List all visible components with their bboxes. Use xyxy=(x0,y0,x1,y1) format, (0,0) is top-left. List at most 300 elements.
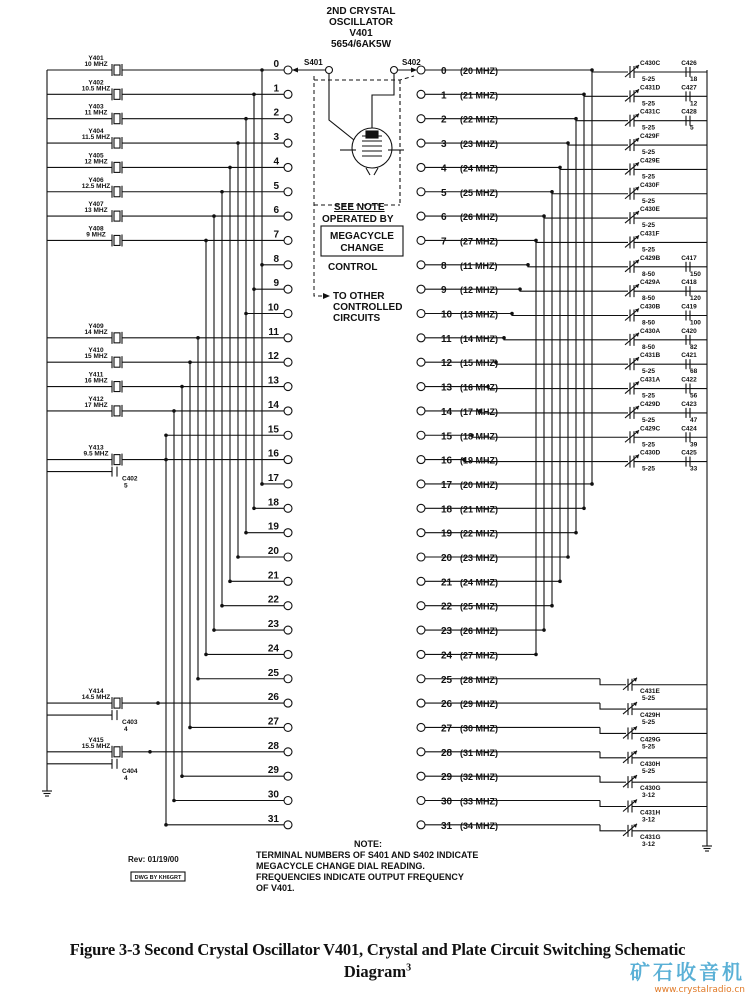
trimmer-name: C430A xyxy=(640,327,661,335)
junction-dot xyxy=(212,628,216,632)
switch-s402-label: S402 xyxy=(402,58,421,67)
right-terminal xyxy=(417,723,425,731)
note-line: FREQUENCIES INDICATE OUTPUT FREQUENCY xyxy=(256,872,464,882)
right-terminal xyxy=(417,626,425,634)
right-terminal xyxy=(417,163,425,171)
right-terminal xyxy=(417,188,425,196)
left-terminal-number: 7 xyxy=(273,229,279,241)
trimmer-lead xyxy=(600,679,626,685)
crystal-body xyxy=(114,235,120,245)
trimmer-lead xyxy=(496,362,628,364)
padder-value: 82 xyxy=(690,343,698,351)
trimmer-lead xyxy=(488,387,628,389)
right-terminal-freq: (19 MHZ) xyxy=(460,455,498,466)
right-terminal-number: 29 xyxy=(441,772,453,784)
padder-value: 33 xyxy=(690,465,698,473)
junction-dot xyxy=(510,312,514,316)
crystal-name: Y401 xyxy=(88,55,104,62)
right-terminal-number: 27 xyxy=(441,723,453,735)
left-terminal-number: 22 xyxy=(267,594,279,606)
s402-pivot xyxy=(391,67,398,74)
trimmer-name: C431F xyxy=(640,230,660,238)
right-terminal-freq: (11 MHZ) xyxy=(460,260,498,271)
right-terminal xyxy=(417,504,425,512)
junction-dot xyxy=(252,287,256,291)
left-terminal xyxy=(284,431,292,439)
left-terminal-number: 24 xyxy=(267,643,279,655)
left-terminal-number: 17 xyxy=(267,472,279,484)
junction-dot xyxy=(148,750,152,754)
junction-dot xyxy=(204,239,208,243)
crystal-freq: 14.5 MHZ xyxy=(81,694,111,702)
watermark-title: 矿石收音机 xyxy=(630,960,745,984)
crystal-freq: 9.5 MHZ xyxy=(83,450,109,458)
left-terminal xyxy=(284,650,292,658)
trimmer-lead xyxy=(600,727,626,733)
header-line: V401 xyxy=(349,28,373,39)
right-terminal-freq: (34 MHZ) xyxy=(460,820,498,831)
crystal-name: Y408 xyxy=(88,225,104,233)
right-terminal-number: 22 xyxy=(441,601,453,613)
right-terminal-number: 12 xyxy=(441,358,453,370)
left-terminal xyxy=(284,407,292,415)
left-terminal-number: 30 xyxy=(267,789,279,801)
linkage-arrow xyxy=(323,293,330,299)
right-terminal xyxy=(417,529,425,537)
right-terminal-number: 31 xyxy=(441,820,453,832)
left-terminal-number: 20 xyxy=(267,546,279,557)
padder-value: 68 xyxy=(690,368,698,376)
crystal-cap-value: 4 xyxy=(124,726,128,734)
junction-dot xyxy=(260,68,264,72)
right-terminal-freq: (25 MHZ) xyxy=(460,187,498,198)
right-terminal-freq: (17 MHZ) xyxy=(460,406,498,417)
left-terminal-number: 10 xyxy=(267,302,279,314)
trimmer-range: 5-25 xyxy=(642,392,656,400)
trimmer-range: 5-25 xyxy=(642,465,656,473)
left-terminal xyxy=(284,529,292,537)
right-terminal xyxy=(417,602,425,610)
note-line: TERMINAL NUMBERS OF S401 AND S402 INDICATE xyxy=(256,850,479,860)
left-terminal xyxy=(284,66,292,74)
junction-dot xyxy=(228,166,232,170)
left-terminal-number: 5 xyxy=(273,180,279,192)
trimmer-range: 5-25 xyxy=(642,719,656,727)
control-label: CONTROL xyxy=(328,262,378,273)
junction-dot xyxy=(252,507,256,511)
padder-value: 47 xyxy=(690,416,698,424)
right-terminal xyxy=(417,577,425,585)
padder-name: C420 xyxy=(681,327,697,335)
trimmer-name: C431H xyxy=(640,809,661,817)
drawing-credit: DWG BY KH6GRT xyxy=(134,875,182,881)
right-terminal-freq: (27 MHZ) xyxy=(460,650,498,661)
left-terminal xyxy=(284,748,292,756)
trimmer-range: 5-25 xyxy=(642,76,656,83)
trimmer-lead xyxy=(600,752,626,758)
change-label: CHANGE xyxy=(340,243,384,254)
trimmer-lead xyxy=(536,240,628,242)
right-terminal-freq: (25 MHZ) xyxy=(460,601,498,612)
padder-value: 5 xyxy=(690,124,694,132)
crystal-freq: 14 MHZ xyxy=(84,328,108,336)
right-terminal-number: 17 xyxy=(441,479,453,491)
junction-dot xyxy=(244,117,248,121)
right-terminal xyxy=(417,821,425,829)
crystal-cap-value: 4 xyxy=(124,774,128,782)
right-terminal-number: 19 xyxy=(441,528,453,540)
junction-dot xyxy=(196,336,200,340)
trimmer-lead xyxy=(600,703,626,709)
right-terminal-freq: (15 MHZ) xyxy=(460,358,498,369)
right-terminal-number: 10 xyxy=(441,309,453,321)
crystal-name: Y415 xyxy=(88,736,104,744)
crystal-cap-name: C404 xyxy=(122,767,138,775)
left-terminal-number: 4 xyxy=(273,156,279,168)
crystal-freq: 12 MHZ xyxy=(84,158,108,166)
crystal-name: Y412 xyxy=(88,395,104,403)
right-terminal-number: 14 xyxy=(441,406,453,418)
right-terminal xyxy=(417,66,425,74)
padder-value: 56 xyxy=(690,392,698,400)
padder-name: C422 xyxy=(681,376,697,384)
megacycle-label: MEGACYCLE xyxy=(330,231,394,242)
left-terminal xyxy=(284,821,292,829)
right-terminal xyxy=(417,480,425,488)
trimmer-name: C429D xyxy=(640,400,661,408)
right-terminal-freq: (28 MHZ) xyxy=(460,674,498,685)
padder-name: C423 xyxy=(681,400,697,408)
right-terminal-number: 6 xyxy=(441,212,447,224)
crystal-body xyxy=(114,211,120,221)
trimmer-range: 5-25 xyxy=(642,246,656,254)
s402-arrow xyxy=(411,68,417,73)
right-terminal-freq: (16 MHZ) xyxy=(460,382,498,393)
left-terminal xyxy=(284,163,292,171)
left-terminal-number: 23 xyxy=(267,619,279,631)
right-terminal-freq: (20 MHZ) xyxy=(460,479,498,490)
junction-dot xyxy=(566,141,570,145)
crystal-body xyxy=(114,357,120,367)
right-terminal-number: 23 xyxy=(441,626,453,638)
trimmer-range: 5-25 xyxy=(642,100,656,108)
right-terminal-number: 2 xyxy=(441,114,447,126)
junction-dot xyxy=(252,93,256,97)
left-terminal-number: 29 xyxy=(267,765,279,777)
left-terminal xyxy=(284,383,292,391)
right-terminal-number: 0 xyxy=(441,66,447,77)
trimmer-name: C430D xyxy=(640,449,661,457)
left-terminal-number: 28 xyxy=(267,740,279,752)
right-terminal xyxy=(417,261,425,269)
left-terminal xyxy=(284,188,292,196)
junction-dot xyxy=(550,190,554,194)
right-terminal-number: 5 xyxy=(441,187,447,199)
left-terminal-number: 26 xyxy=(267,692,279,704)
trimmer-range: 5-25 xyxy=(642,441,656,449)
trimmer-lead xyxy=(512,314,628,316)
junction-dot xyxy=(228,580,232,584)
junction-dot xyxy=(156,701,160,705)
right-terminal xyxy=(417,650,425,658)
crystal-name: Y407 xyxy=(88,201,104,209)
right-terminal-freq: (20 MHZ) xyxy=(460,66,498,76)
crystal-body xyxy=(114,114,120,124)
crystal-name: Y413 xyxy=(88,444,104,452)
right-terminal xyxy=(417,358,425,366)
trimmer-range: 5-25 xyxy=(642,368,656,376)
trimmer-name: C431E xyxy=(640,687,660,695)
trimmer-name: C429F xyxy=(640,133,660,141)
right-terminal xyxy=(417,139,425,147)
padder-value: 18 xyxy=(690,76,698,83)
trimmer-range: 8-50 xyxy=(642,295,656,303)
junction-dot xyxy=(244,531,248,535)
junction-dot xyxy=(220,190,224,194)
left-terminal-number: 1 xyxy=(273,83,279,95)
trimmer-name: C429G xyxy=(640,736,661,744)
junction-dot xyxy=(558,166,562,170)
right-terminal-number: 25 xyxy=(441,674,453,686)
right-terminal-freq: (26 MHZ) xyxy=(460,626,498,637)
junction-dot xyxy=(212,214,216,218)
crystal-body xyxy=(114,187,120,197)
trimmer-lead xyxy=(600,801,626,807)
junction-dot xyxy=(196,677,200,681)
tube-heater xyxy=(366,168,370,175)
trimmer-range: 3-12 xyxy=(642,840,656,848)
right-terminal-freq: (22 MHZ) xyxy=(460,528,498,539)
junction-dot xyxy=(204,653,208,657)
padder-value: 100 xyxy=(690,319,701,327)
left-terminal-number: 11 xyxy=(268,326,279,338)
right-terminal-number: 16 xyxy=(441,455,453,467)
left-terminal xyxy=(284,456,292,464)
junction-dot xyxy=(582,507,586,511)
right-terminal-freq: (33 MHZ) xyxy=(460,796,498,807)
crystal-name: Y405 xyxy=(88,152,104,160)
junction-dot xyxy=(236,555,240,559)
crystal-freq: 13 MHZ xyxy=(84,207,108,215)
left-terminal-number: 19 xyxy=(267,521,279,533)
s401-pivot xyxy=(326,67,333,74)
trimmer-range: 5-25 xyxy=(642,767,656,775)
trimmer-name: C431G xyxy=(640,833,661,841)
operated-by: OPERATED BY xyxy=(322,214,394,225)
crystal-name: Y414 xyxy=(88,688,104,696)
crystal-cap-name: C403 xyxy=(122,719,138,727)
crystal-freq: 11.5 MHZ xyxy=(81,134,111,142)
trimmer-name: C431C xyxy=(640,108,661,116)
padder-value: 120 xyxy=(690,295,701,303)
left-terminal xyxy=(284,115,292,123)
left-terminal xyxy=(284,723,292,731)
junction-dot xyxy=(244,312,248,316)
junction-dot xyxy=(260,263,264,267)
padder-name: C425 xyxy=(681,449,697,457)
left-terminal xyxy=(284,480,292,488)
left-terminal xyxy=(284,553,292,561)
left-terminal-number: 8 xyxy=(273,253,279,265)
crystal-body xyxy=(114,89,120,99)
crystal-freq: 9 MHZ xyxy=(86,231,106,239)
trimmer-lead xyxy=(544,216,628,218)
left-terminal xyxy=(284,358,292,366)
trimmer-name: C430B xyxy=(640,303,661,311)
crystal-body xyxy=(114,138,120,148)
left-terminal-number: 14 xyxy=(267,399,279,411)
trimmer-name: C429C xyxy=(640,425,661,433)
left-terminal-number: 0 xyxy=(273,59,279,70)
junction-dot xyxy=(260,482,264,486)
crystal-body xyxy=(114,747,120,757)
crystal-name: Y406 xyxy=(88,176,104,184)
crystal-body xyxy=(114,65,120,75)
crystal-name: Y410 xyxy=(88,347,104,355)
left-terminal xyxy=(284,675,292,683)
crystal-body xyxy=(114,698,120,708)
right-terminal xyxy=(417,748,425,756)
left-terminal-number: 13 xyxy=(267,375,279,387)
revision: Rev: 01/19/00 xyxy=(128,855,179,864)
crystal-body xyxy=(114,455,120,465)
note-title: NOTE: xyxy=(354,839,382,849)
left-terminal xyxy=(284,577,292,585)
trimmer-name: C429E xyxy=(640,157,660,165)
left-terminal xyxy=(284,212,292,220)
right-terminal xyxy=(417,334,425,342)
trimmer-range: 3-12 xyxy=(642,816,656,824)
tube-plate xyxy=(366,131,378,138)
trimmer-lead xyxy=(480,411,628,413)
right-terminal-number: 9 xyxy=(441,285,447,297)
left-terminal-number: 27 xyxy=(267,716,279,728)
padder-name: C419 xyxy=(681,303,697,311)
right-terminal-number: 30 xyxy=(441,796,453,808)
trimmer-name: C430H xyxy=(640,760,661,768)
right-terminal-freq: (21 MHZ) xyxy=(460,90,498,101)
junction-dot xyxy=(236,141,240,145)
crystal-cap-value: 5 xyxy=(124,482,128,490)
left-terminal xyxy=(284,90,292,98)
right-terminal-freq: (12 MHZ) xyxy=(460,285,498,296)
junction-dot xyxy=(566,555,570,559)
trimmer-lead xyxy=(560,167,628,169)
tube-grid-lead xyxy=(329,74,354,140)
crystal-name: Y409 xyxy=(88,322,104,330)
left-terminal-number: 6 xyxy=(273,205,279,217)
right-terminal-number: 4 xyxy=(441,163,447,175)
crystal-freq: 15 MHZ xyxy=(84,353,108,361)
right-terminal-number: 18 xyxy=(441,504,453,516)
right-terminal-number: 24 xyxy=(441,650,453,662)
right-terminal-freq: (24 MHZ) xyxy=(460,577,498,588)
trimmer-lead xyxy=(600,776,626,782)
right-terminal xyxy=(417,772,425,780)
caption-line-1: Figure 3-3 Second Crystal Oscillator V401, Crystal and Plate Circuit Switching Schematic xyxy=(69,940,686,959)
right-terminal-number: 13 xyxy=(441,382,453,394)
trimmer-name: C431A xyxy=(640,376,661,384)
trimmer-lead xyxy=(528,265,628,267)
left-terminal-number: 25 xyxy=(267,667,279,679)
junction-dot xyxy=(582,93,586,97)
junction-dot xyxy=(164,458,168,462)
left-terminal xyxy=(284,797,292,805)
right-terminal-number: 3 xyxy=(441,139,447,151)
padder-name: C424 xyxy=(681,425,697,433)
right-terminal-freq: (24 MHZ) xyxy=(460,163,498,174)
junction-dot xyxy=(172,799,176,803)
trimmer-range: 5-25 xyxy=(642,743,656,751)
right-terminal xyxy=(417,431,425,439)
trimmer-name: C429A xyxy=(640,279,661,287)
left-terminal-number: 12 xyxy=(267,351,279,363)
other-circuits-label: CONTROLLED xyxy=(333,302,403,313)
right-terminal-freq: (26 MHZ) xyxy=(460,212,498,223)
right-terminal-freq: (30 MHZ) xyxy=(460,723,498,734)
junction-dot xyxy=(172,409,176,413)
right-terminal-freq: (21 MHZ) xyxy=(460,504,498,515)
padder-value: 150 xyxy=(690,270,701,278)
left-terminal-number: 31 xyxy=(267,813,279,825)
left-terminal xyxy=(284,236,292,244)
padder-name: C428 xyxy=(681,108,697,116)
trimmer-lead xyxy=(568,143,628,145)
right-terminal-number: 8 xyxy=(441,260,447,272)
right-terminal-number: 11 xyxy=(441,333,452,345)
left-terminal xyxy=(284,602,292,610)
left-terminal xyxy=(284,699,292,707)
left-terminal xyxy=(284,261,292,269)
junction-dot xyxy=(188,726,192,730)
crystal-body xyxy=(114,382,120,392)
other-circuits-label: TO OTHER xyxy=(333,291,385,302)
crystal-name: Y411 xyxy=(88,371,104,379)
right-terminal xyxy=(417,115,425,123)
trimmer-range: 5-25 xyxy=(642,149,656,157)
trimmer-lead xyxy=(584,94,628,96)
junction-dot xyxy=(550,604,554,608)
junction-dot xyxy=(590,68,594,72)
right-terminal xyxy=(417,236,425,244)
left-terminal xyxy=(284,626,292,634)
trimmer-name: C430F xyxy=(640,181,660,189)
junction-dot xyxy=(542,214,546,218)
junction-dot xyxy=(526,263,530,267)
trimmer-lead xyxy=(592,70,628,72)
junction-dot xyxy=(534,653,538,657)
crystal-body xyxy=(114,406,120,416)
trimmer-name: C429B xyxy=(640,254,661,262)
note-line: MEGACYCLE CHANGE DIAL READING. xyxy=(256,861,425,871)
header-line: OSCILLATOR xyxy=(328,17,394,28)
crystal-freq: 11 MHZ xyxy=(84,109,108,117)
right-terminal-freq: (13 MHZ) xyxy=(460,309,498,320)
trimmer-range: 5-25 xyxy=(642,694,656,702)
crystal-freq: 15.5 MHZ xyxy=(81,742,111,750)
padder-value: 39 xyxy=(690,441,698,449)
right-terminal-freq: (29 MHZ) xyxy=(460,699,498,710)
junction-dot xyxy=(164,823,168,827)
right-terminal xyxy=(417,797,425,805)
left-terminal xyxy=(284,310,292,318)
left-terminal xyxy=(284,772,292,780)
left-terminal-number: 18 xyxy=(267,497,279,509)
trimmer-name: C431B xyxy=(640,352,661,360)
junction-dot xyxy=(518,287,522,291)
left-terminal-number: 21 xyxy=(267,570,279,582)
right-terminal xyxy=(417,90,425,98)
